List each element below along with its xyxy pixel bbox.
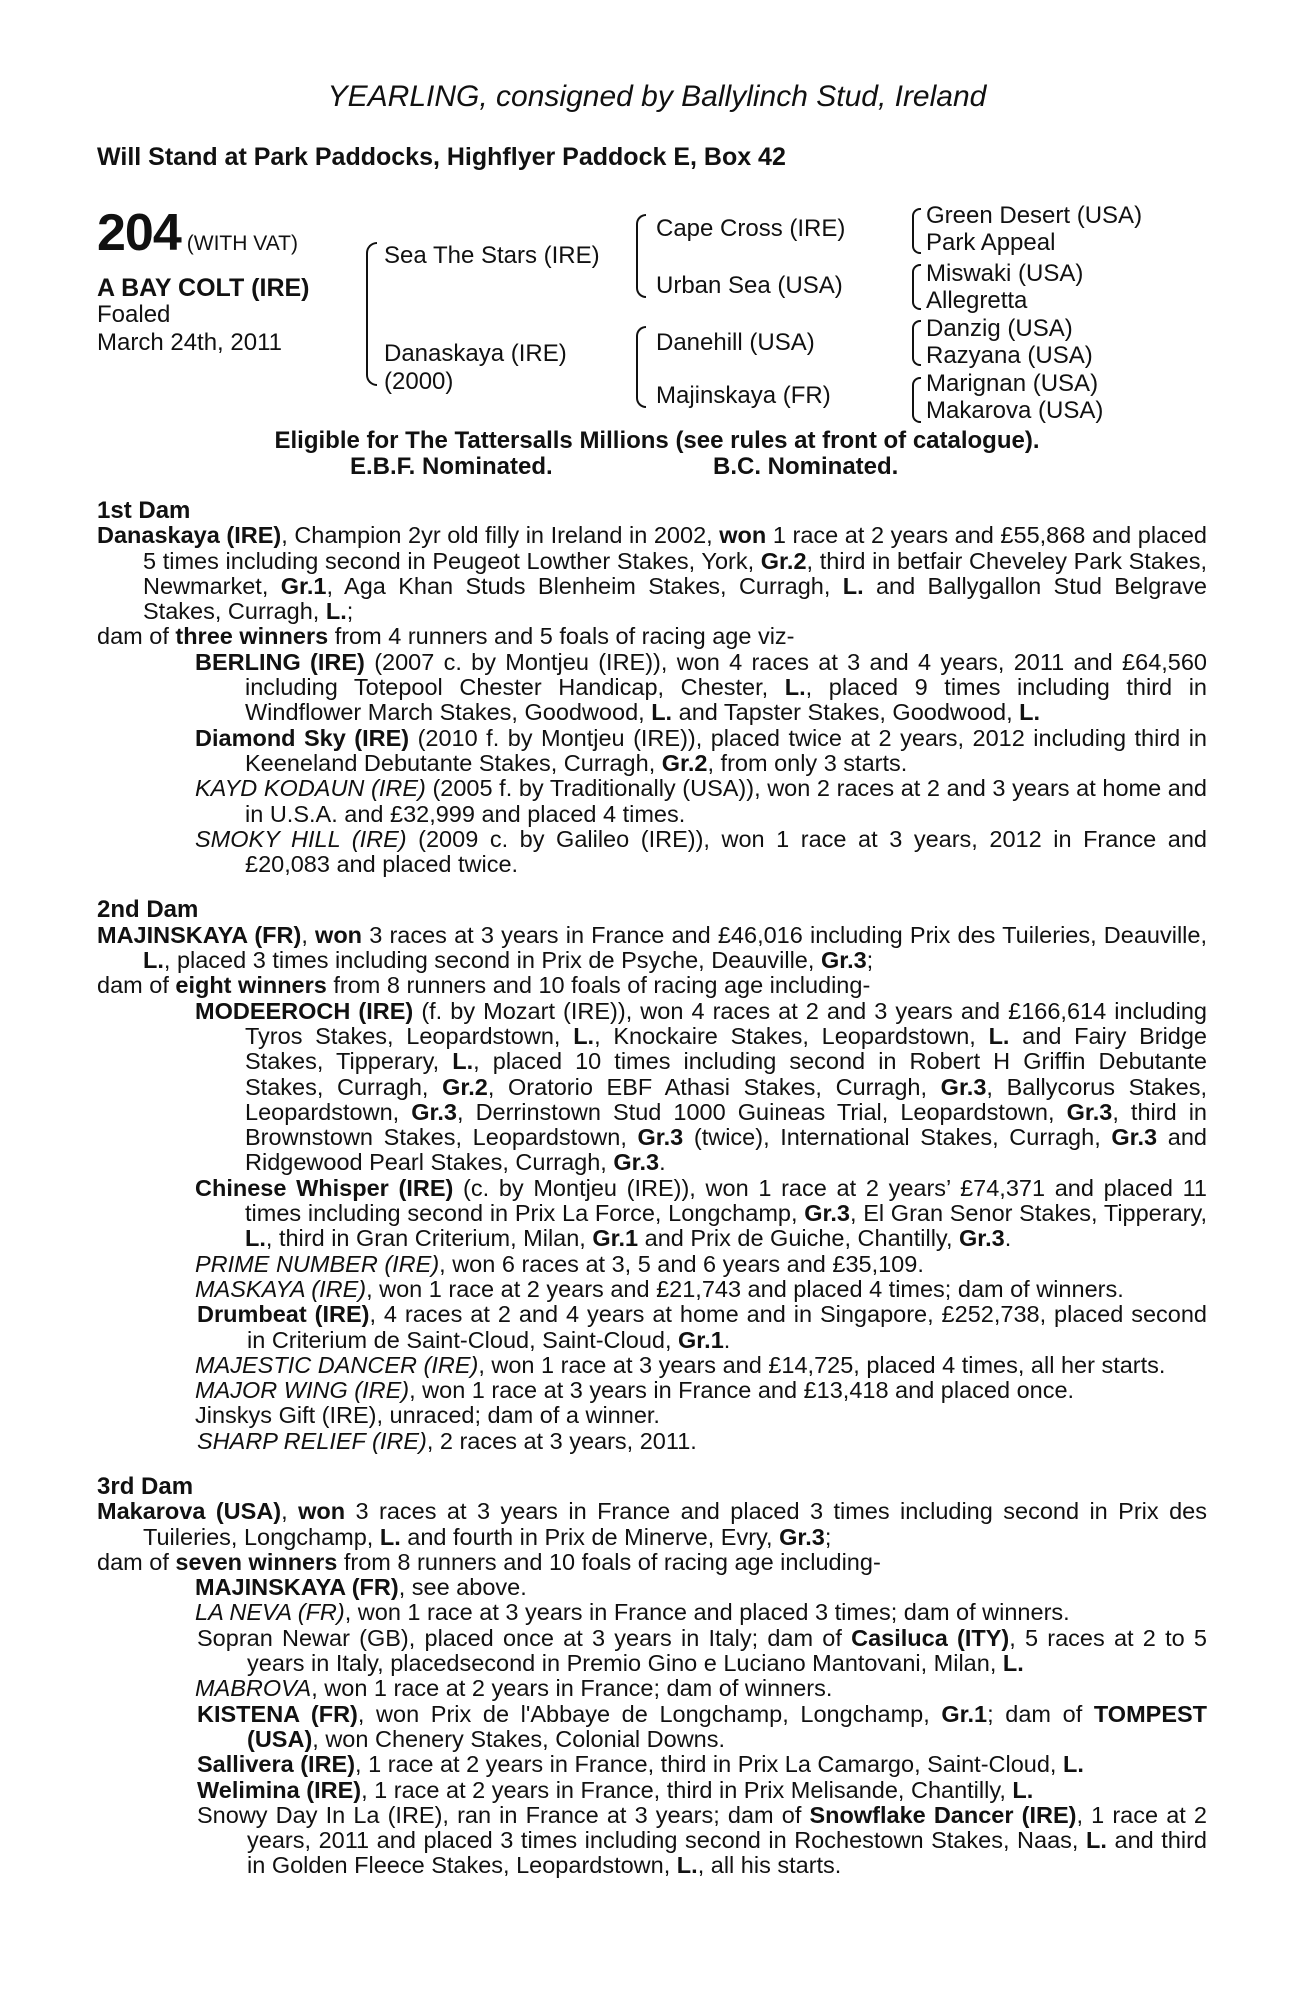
stand-location: Will Stand at Park Paddocks, Highflyer Paddock E, Box 42: [97, 143, 786, 171]
sire-dam: Urban Sea (USA): [656, 272, 843, 299]
ebf-nominated: E.B.F. Nominated.: [350, 453, 553, 480]
lot-number: [97, 203, 298, 263]
foaled-label: Foaled: [97, 301, 171, 328]
produce-summary: dam of eight winners from 8 runners and 10 foals of racing age including-: [97, 972, 871, 999]
produce-item: SMOKY HILL (IRE) (2009 c. by Galileo (IRE)), won 1 race at 3 years, 2012 in France and £20,083 and placed twice.: [195, 825, 1207, 878]
pedigree-brace: [912, 320, 921, 366]
lot-number-value: 204: [97, 204, 181, 262]
grandproduce-item: Drumbeat (IRE), 4 races at 2 and 4 years at home and in Singapore, £252,738, placed second in Criterium de Saint-Cloud, Saint-Cloud, Gr.1.: [197, 1301, 1207, 1353]
sire: Sea The Stars (IRE): [384, 242, 600, 269]
dam-dam: Majinskaya (FR): [656, 382, 831, 409]
dam-paragraph: MAJINSKAYA (FR), won 3 races at 3 years in France and £46,016 including Prix des Tuileries, Deauville, L., placed 3 times including second in Prix de Psyche, Deauville, Gr.3;: [97, 921, 1207, 974]
ancestor-8: Makarova (USA): [926, 397, 1104, 424]
produce-item: Chinese Whisper (IRE) (c. by Montjeu (IRE)), won 1 race at 2 years’ £74,371 and placed 11 times including second in Prix La Force, Longchamp, Gr.3, El Gran Senor Stakes, Tipperary, L., third in Gran Criterium, Milan, Gr.1 and Prix de Guiche, Chantilly, Gr.3.: [195, 1174, 1207, 1252]
foaled-date: March 24th, 2011: [97, 329, 283, 356]
grandproduce-item: KISTENA (FR), won Prix de l'Abbaye de Longchamp, Longchamp, Gr.1; dam of TOMPEST (USA), won Chenery Stakes, Colonial Downs.: [197, 1700, 1208, 1752]
grandproduce-item: Sopran Newar (GB), placed once at 3 years in Italy; dam of Casiluca (ITY), 5 races at 2 to 5 years in Italy, placedsecond in Premio Gino e Luciano Mantovani, Milan, L.: [197, 1624, 1207, 1677]
dam-sire: Danehill (USA): [656, 329, 815, 356]
pedigree-brace: [366, 242, 377, 386]
third-dam-heading: 3rd Dam: [97, 1472, 194, 1500]
bc-nominated: B.C. Nominated.: [713, 453, 899, 480]
produce-item: BERLING (IRE) (2007 c. by Montjeu (IRE)), won 4 races at 3 and 4 years, 2011 and £64,560 including Totepool Chester Handicap, Chester, L., placed 9 times including third in Windflower March Stakes, Goodwood, L. and Tapster Stakes, Goodwood, L.: [195, 648, 1207, 726]
sire-sire: Cape Cross (IRE): [656, 215, 846, 242]
produce-item: MASKAYA (IRE), won 1 race at 2 years and £21,743 and placed 4 times; dam of winners.: [195, 1275, 1124, 1302]
produce-item: MAJINSKAYA (FR), see above.: [195, 1574, 527, 1601]
dam-paragraph: Makarova (USA), won 3 races at 3 years in France and placed 3 times including second in Prix des Tuileries, Longchamp, L. and fourth in Prix de Minerve, Evry, Gr.3;: [97, 1498, 1207, 1550]
dam: Danaskaya (IRE): [384, 340, 567, 367]
pedigree-brace: [636, 214, 646, 298]
produce-item: Jinskys Gift (IRE), unraced; dam of a winner.: [195, 1402, 660, 1429]
produce-item: Diamond Sky (IRE) (2010 f. by Montjeu (IRE)), placed twice at 2 years, 2012 including third in Keeneland Debutante Stakes, Curragh, Gr.2, from only 3 starts.: [195, 724, 1208, 776]
pedigree-brace: [912, 377, 921, 423]
second-dam-heading: 2nd Dam: [97, 896, 199, 924]
vat-label: (WITH VAT): [186, 232, 298, 255]
produce-item: MABROVA, won 1 race at 2 years in France; dam of winners.: [195, 1675, 833, 1702]
page-heading: YEARLING, consigned by Ballylinch Stud, Ireland: [327, 80, 987, 113]
ancestor-2: Park Appeal: [926, 229, 1056, 256]
produce-item: MODEEROCH (IRE) (f. by Mozart (IRE)), won 4 races at 2 and 3 years and £166,614 including Tyros Stakes, Leopardstown, L., Knockaire Stakes, Leopardstown, L. and Fairy Bridge Stakes, Tipperary, L., placed 10 times including second in Robert H Griffin Debutante Stakes, Curragh, Gr.2, Oratorio EBF Athasi Stakes, Curragh, Gr.3, Ballycorus Stakes, Leopardstown, Gr.3, Derrinstown Stud 1000 Guineas Trial, Leopardstown, Gr.3, third in Brownstown Stakes, Leopardstown, Gr.3 (twice), International Stakes, Curragh, Gr.3 and Ridgewood Pearl Stakes, Curragh, Gr.3.: [195, 997, 1208, 1176]
pedigree-brace: [912, 208, 921, 254]
dam-year: (2000): [384, 368, 454, 395]
ancestor-6: Razyana (USA): [926, 342, 1093, 369]
produce-item: MAJESTIC DANCER (IRE), won 1 race at 3 years and £14,725, placed 4 times, all her starts.: [195, 1351, 1166, 1378]
produce-item: KAYD KODAUN (IRE) (2005 f. by Traditionally (USA)), won 2 races at 2 and 3 years at home and in U.S.A. and £32,999 and placed 4 times.: [195, 775, 1207, 827]
pedigree-notes: [97, 498, 1207, 1879]
dam-paragraph: Danaskaya (IRE), Champion 2yr old filly in Ireland in 2002, won 1 race at 2 years and £55,868 and placed 5 times including second in Peugeot Lowther Stakes, York, Gr.2, third in betfair Cheveley Park Stakes, Newmarket, Gr.1, Aga Khan Studs Blenheim Stakes, Curragh, L. and Ballygallon Stud Belgrave Stakes, Curragh, L.;: [97, 522, 1207, 625]
grandproduce-item: Welimina (IRE), 1 race at 2 years in France, third in Prix Melisande, Chantilly, L.: [197, 1776, 1034, 1803]
produce-summary: dam of three winners from 4 runners and 5 foals of racing age viz-: [97, 623, 795, 650]
produce-item: PRIME NUMBER (IRE), won 6 races at 3, 5 and 6 years and £35,109.: [195, 1250, 924, 1277]
grandproduce-item: SHARP RELIEF (IRE), 2 races at 3 years, 2011.: [197, 1427, 697, 1454]
first-dam-heading: 1st Dam: [97, 497, 191, 524]
ancestor-1: Green Desert (USA): [926, 202, 1143, 229]
grandproduce-item: Sallivera (IRE), 1 race at 2 years in France, third in Prix La Camargo, Saint-Cloud, L.: [197, 1751, 1084, 1778]
pedigree-brace: [912, 264, 921, 310]
ancestor-5: Danzig (USA): [926, 315, 1073, 342]
ancestor-7: Marignan (USA): [926, 370, 1099, 397]
ancestor-3: Miswaki (USA): [926, 260, 1084, 287]
grandproduce-item: Snowy Day In La (IRE), ran in France at 3 years; dam of Snowflake Dancer (IRE), 1 race at 2 years, 2011 and placed 3 times including second in Rochestown Stakes, Naas, L. and third in Golden Fleece Stakes, Leopardstown, L., all his starts.: [197, 1801, 1207, 1879]
horse-name: A BAY COLT (IRE): [97, 274, 310, 302]
ancestor-4: Allegretta: [926, 287, 1028, 314]
pedigree-brace: [636, 326, 646, 408]
produce-item: LA NEVA (FR), won 1 race at 3 years in France and placed 3 times; dam of winners.: [195, 1599, 1070, 1626]
eligibility-line: Eligible for The Tattersalls Millions (see rules at front of catalogue).: [274, 427, 1040, 454]
foaled-info: [97, 301, 282, 357]
produce-item: MAJOR WING (IRE), won 1 race at 3 years in France and £13,418 and placed once.: [195, 1377, 1075, 1404]
produce-summary: dam of seven winners from 8 runners and 10 foals of racing age including-: [97, 1548, 881, 1575]
